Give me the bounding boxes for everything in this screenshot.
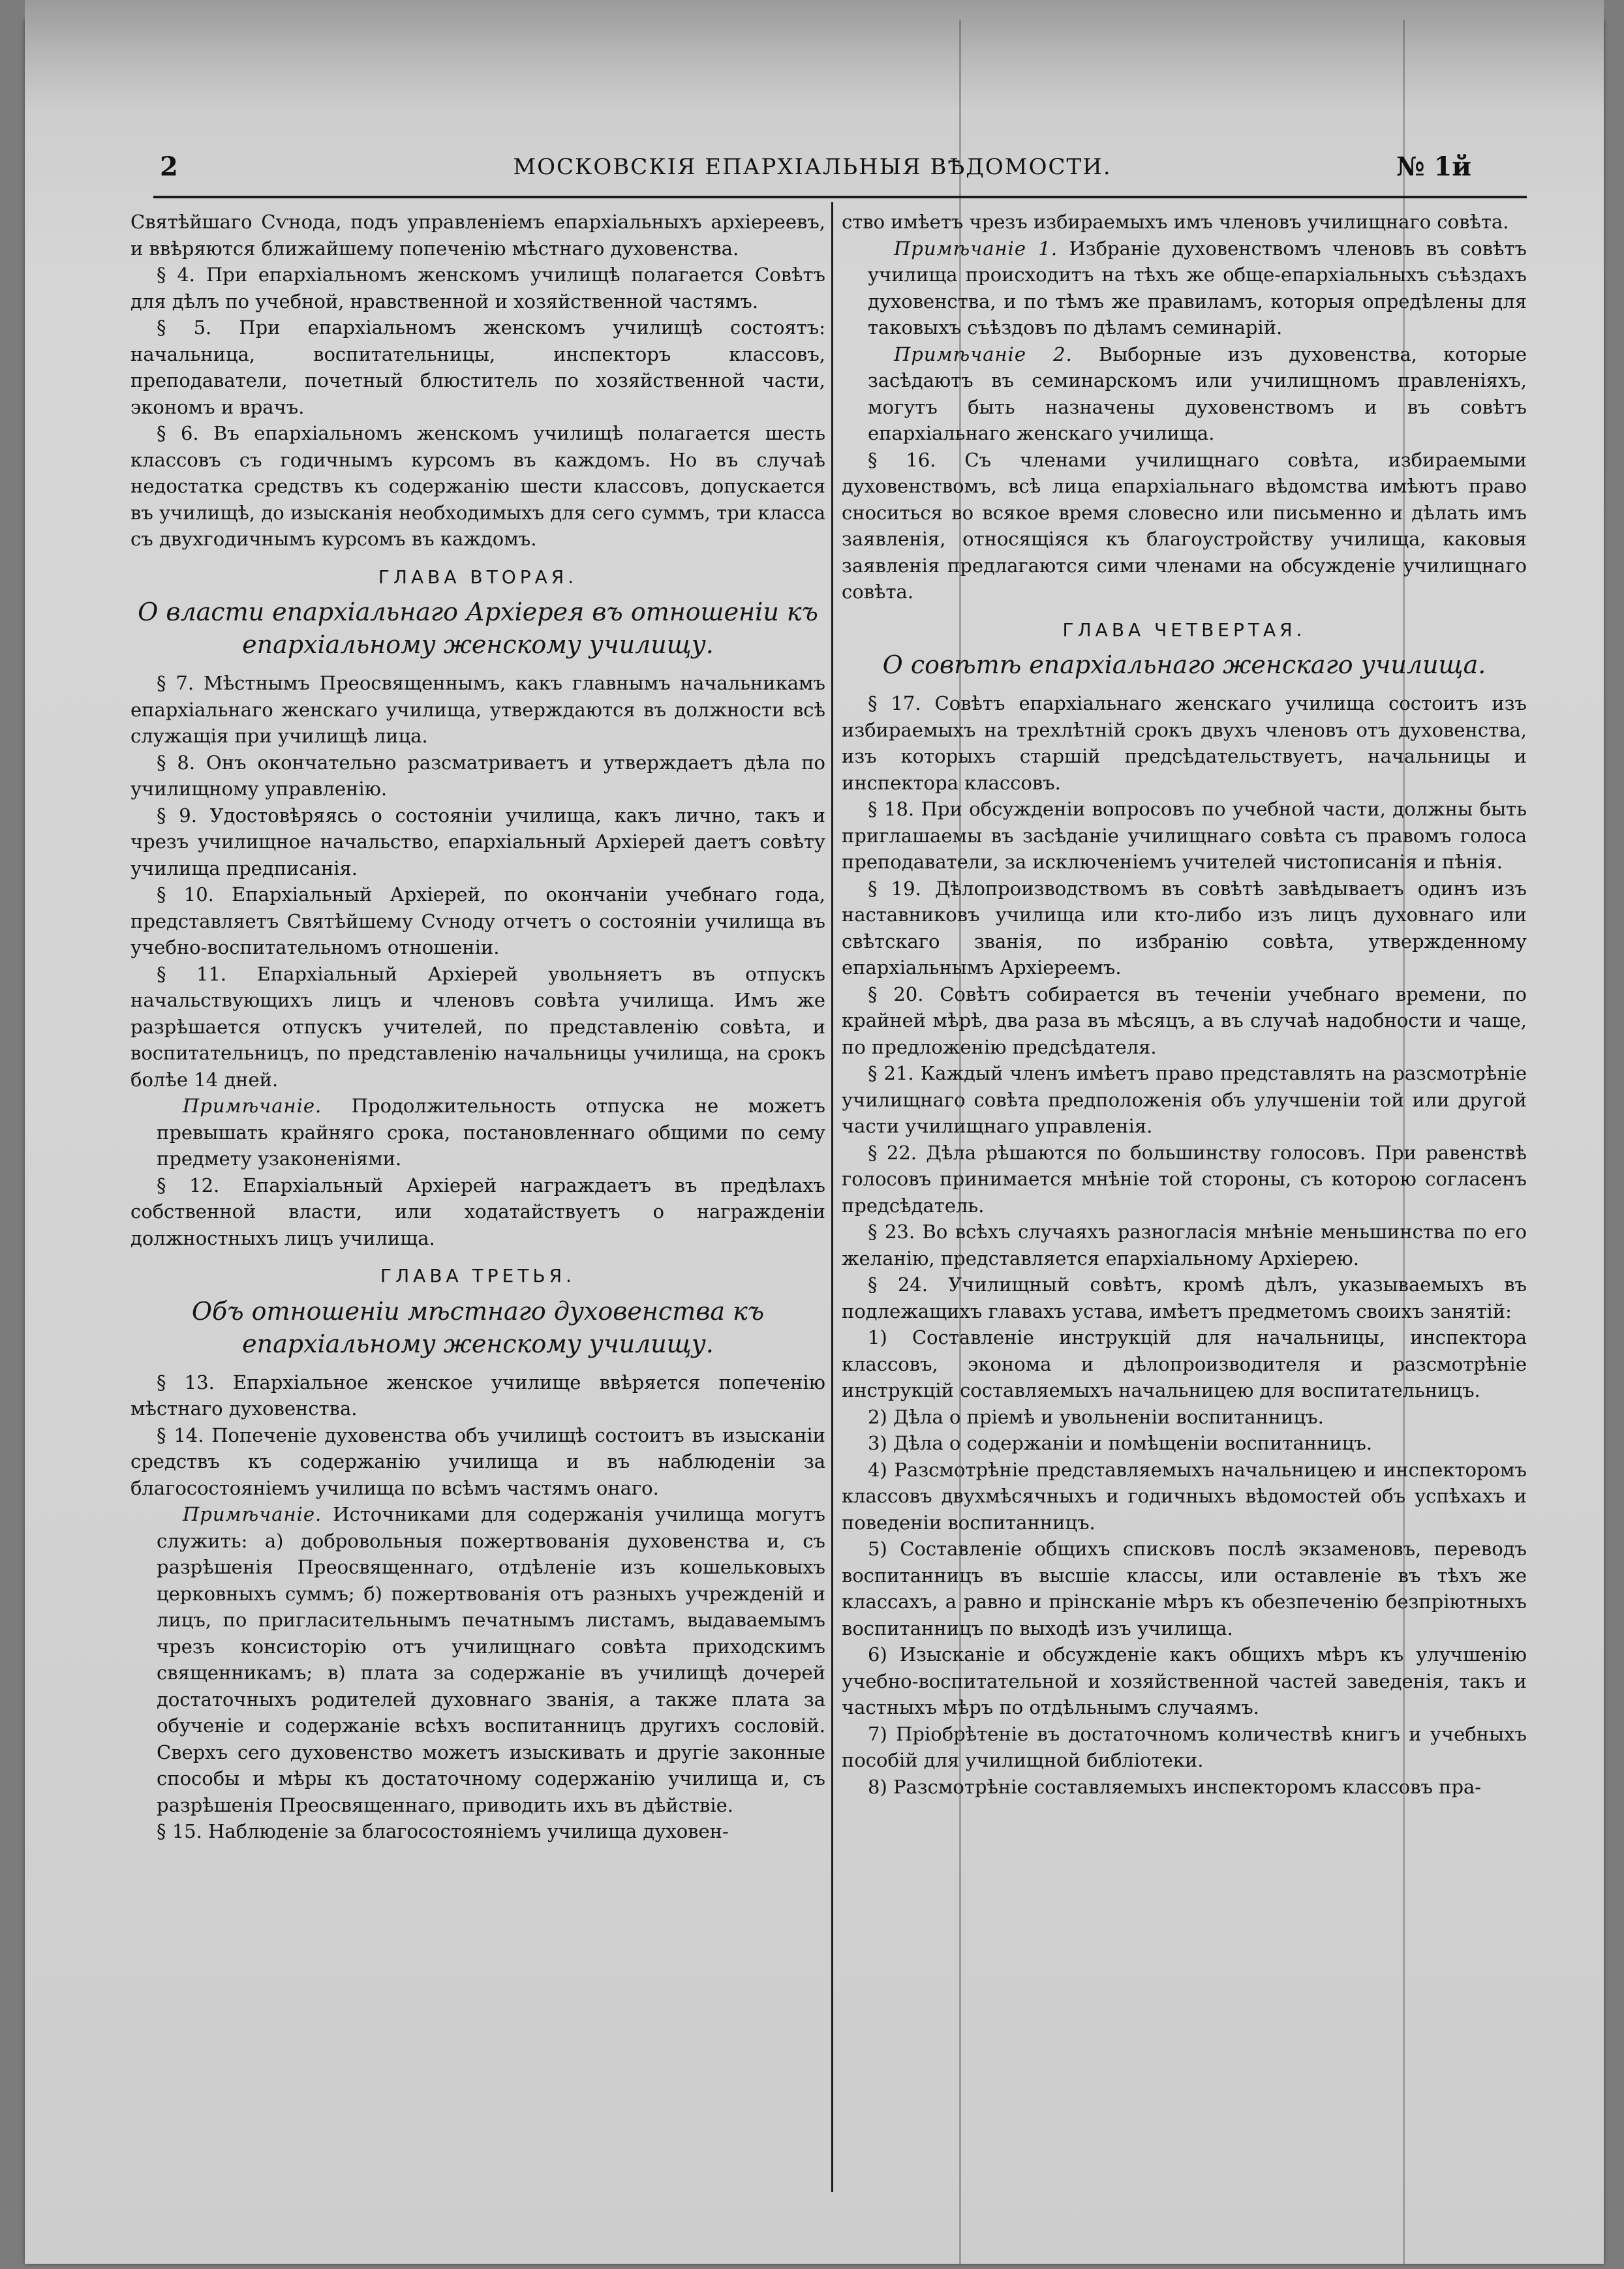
paragraph: § 21. Каждый членъ имѣетъ право представлять на разсмотрѣніе училищнаго совѣта предположенія объ улучшеніи той или другой части училищнаго управленія. [842, 1062, 1527, 1137]
list-item: 7) Пріобрѣтеніе въ достаточномъ количествѣ книгъ и учебныхъ пособій для училищной библіотеки. [842, 1722, 1527, 1771]
paragraph: § 22. Дѣла рѣшаются по большинству голосовъ. При равенствѣ голосовъ принимается мнѣніе той стороны, съ которою согласенъ предсѣдатель. [842, 1141, 1527, 1217]
chapter-title: О власти епархіальнаго Архіерея въ отношеніи къ епархіальному женскому училищу. [138, 598, 818, 659]
note-text: Избраніе духовенствомъ членовъ въ совѣтъ училища происходитъ на тѣхъ же обще-епархіальныхъ съѣздахъ духовенства, и по тѣмъ же правиламъ, которыя опредѣлены для таковыхъ съѣздовъ по дѣламъ семинарій. [868, 237, 1527, 339]
paragraph: § 13. Епархіальное женское училище ввѣряется попеченію мѣстнаго духовенства. [130, 1371, 825, 1420]
note-text: Источниками для содержанія училища могутъ служить: а) добровольныя пожертвованія духовенства и, съ разрѣшенія Преосвященнаго, отдѣленіе изъ кошельковыхъ церковныхъ суммъ; б) пожертвованія отъ разныхъ учрежденій и лицъ, по пригласительнымъ печатнымъ листамъ, выдаваемымъ чрезъ консисторію отъ училищнаго совѣта приходскимъ священникамъ; в) плата за содержаніе въ училищѣ дочерей достаточныхъ родителей духовнаго званія, а также плата за обученіе и содержаніе всѣхъ воспитанницъ другихъ сословій. Сверхъ сего духовенство можетъ изыскивать и другіе законные способы и мѣры къ достаточному содержанію училища и, съ разрѣшенія Преосвященнаго, приводить ихъ въ дѣйствіе. [157, 1503, 825, 1816]
paragraph: § 16. Съ членами училищнаго совѣта, избираемыми духовенствомъ, всѣ лица епархіальнаго вѣдомства имѣютъ право сноситься во всякое время словесно или письменно и дѣлать имъ заявленія, относящіяся къ благоустройству училища, каковыя заявленія предлагаются сими членами на обсужденіе училищнаго совѣта. [842, 448, 1527, 603]
note-paragraph [130, 1501, 825, 1818]
paragraph: § 4. При епархіальномъ женскомъ училищѣ полагается Совѣтъ для дѣлъ по учебной, нравственной и хозяйственной частямъ. [130, 264, 825, 312]
note-text: Продолжительность отпуска не можетъ превышать крайняго срока, постановленнаго общими по сему предмету узаконеніями. [157, 1095, 825, 1170]
list-item: 6) Изысканіе и обсужденіе какъ общихъ мѣръ къ улучшенію учебно-воспитательной и хозяйственной частей заведенія, такъ и частныхъ мѣръ по отдѣльнымъ случаямъ. [842, 1643, 1527, 1718]
paragraph: § 20. Совѣтъ собирается въ теченіи учебнаго времени, по крайней мѣрѣ, два раза въ мѣсяцъ, а въ случаѣ надобности и чаще, по предложенію предсѣдателя. [842, 982, 1527, 1058]
right-column [842, 209, 1527, 2199]
list-item: 1) Составленіе инструкцій для начальницы, инспектора классовъ, эконома и дѣлопроизводителя и разсмотрѣніе инструкцій составляемыхъ начальницею для воспитательницъ. [842, 1326, 1527, 1401]
note-paragraph [842, 236, 1527, 341]
list-item: 4) Разсмотрѣніе представляемыхъ начальницею и инспекторомъ классовъ двухмѣсячныхъ и годичныхъ вѣдомостей объ успѣхахъ и поведеніи воспитанницъ. [842, 1458, 1527, 1534]
paragraph: § 12. Епархіальный Архіерей награждаетъ въ предѣлахъ собственной власти, или ходатайствуетъ о награжденіи должностныхъ лицъ училища. [130, 1174, 825, 1249]
paragraph: § 6. Въ епархіальномъ женскомъ училищѣ полагается шесть классовъ съ годичнымъ курсомъ въ каждомъ. Но въ случаѣ недостатка средствъ къ содержанію шести классовъ, допускается въ училищѣ, до изысканія необходимыхъ для сего суммъ, три класса съ двухгодичнымъ курсомъ въ каждомъ. [130, 422, 825, 550]
paragraph: § 14. Попеченіе духовенства объ училищѣ состоитъ въ изысканіи средствъ къ содержанію училища и въ наблюденіи за благосостояніемъ училища по всѣмъ частямъ онаго. [130, 1424, 825, 1499]
header-rule [153, 196, 1527, 198]
chapter-title: Объ отношеніи мѣстнаго духовенства къ епархіальному женскому училищу. [191, 1296, 765, 1358]
paragraph: § 24. Училищный совѣтъ, кромѣ дѣлъ, указываемыхъ въ подлежащихъ главахъ устава, имѣетъ предметомъ своихъ занятій: [842, 1273, 1527, 1322]
chapter-label: ГЛАВА ЧЕТВЕРТАЯ. [1062, 618, 1306, 641]
newspaper-title: МОСКОВСКІЯ ЕПАРХІАЛЬНЫЯ ВѢДОМОСТИ. [513, 154, 1112, 180]
paragraph: § 8. Онъ окончательно разсматриваетъ и утверждаетъ дѣла по училищному управленію. [130, 751, 825, 800]
page-header [153, 151, 1471, 190]
note-text: Выборные изъ духовенства, которые засѣдаютъ въ семинарскомъ или училищномъ правленіяхъ, могутъ быть назначены духовенствомъ и въ совѣтъ епархіальнаго женскаго училища. [868, 343, 1527, 444]
list-item: 2) Дѣла о пріемѣ и увольненіи воспитанницъ. [868, 1405, 1324, 1428]
paragraph: § 10. Епархіальный Архіерей, по окончаніи учебнаго года, представляетъ Святѣйшему Сѵноду отчетъ о состояніи училища въ учебно-воспитательномъ отношеніи. [130, 883, 825, 958]
note-label: Примѣчаніе. [183, 1503, 322, 1525]
page-number: 2 [160, 151, 178, 182]
issue-number: № 1й [1396, 151, 1471, 182]
note-label: Примѣчаніе 2. [894, 343, 1073, 365]
chapter-title: О совѣтѣ епархіальнаго женскаго училища. [882, 650, 1486, 679]
list-item: 5) Составленіе общихъ списковъ послѣ экзаменовъ, переводъ воспитанницъ въ высшіе классы, или оставленіе въ тѣхъ же классахъ, а равно и прінсканіе мѣръ къ обезпеченію безпріютныхъ воспитанницъ по выходѣ изъ училища. [842, 1538, 1527, 1639]
paragraph: § 15. Наблюденіе за благосостояніемъ училища духовен- [157, 1820, 729, 1842]
page-top-shadow [25, 0, 1604, 111]
left-column [130, 209, 825, 2199]
paragraph: § 7. Мѣстнымъ Преосвященнымъ, какъ главнымъ начальникамъ епархіальнаго женскаго училища, утверждаются въ должности всѣ служащія при училищѣ лица. [130, 672, 825, 747]
list-item: 3) Дѣла о содержаніи и помѣщеніи воспитанницъ. [868, 1432, 1373, 1454]
paragraph: § 9. Удостовѣряясь о состояніи училища, какъ лично, такъ и чрезъ училищное начальство, епархіальный Архіерей даетъ совѣту училища предписанія. [130, 804, 825, 879]
paragraph: § 19. Дѣлопроизводствомъ въ совѣтѣ завѣдываетъ одинъ изъ наставниковъ училища или кто-либо изъ лицъ духовнаго или свѣтскаго званія, по избранію совѣта, утвержденному епархіальнымъ Архіереемъ. [842, 877, 1527, 979]
paragraph: ство имѣетъ чрезъ избираемыхъ имъ членовъ училищнаго совѣта. [842, 211, 1509, 233]
column-divider [831, 202, 833, 2192]
chapter-label: ГЛАВА ВТОРАЯ. [378, 566, 578, 588]
list-item: 8) Разсмотрѣніе составляемыхъ инспекторомъ классовъ пра- [868, 1775, 1482, 1798]
paragraph: § 18. При обсужденіи вопросовъ по учебной части, должны быть приглашаемы въ засѣданіе училищнаго совѣта съ правомъ голоса преподаватели, за исключеніемъ учителей чистописанія и пѣнія. [842, 798, 1527, 873]
paragraph: § 23. Во всѣхъ случаяхъ разногласія мнѣніе меньшинства по его желанію, представляется епархіальному Архіерею. [842, 1221, 1527, 1270]
paragraph: § 11. Епархіальный Архіерей увольняетъ въ отпускъ начальствующихъ лицъ и членовъ совѣта училища. Имъ же разрѣшается отпускъ учителей, по представленію совѣта, и воспитательницъ, по представленію начальницы училища, на срокъ болѣе 14 дней. [130, 962, 825, 1091]
paragraph: § 17. Совѣтъ епархіальнаго женскаго училища состоитъ изъ избираемыхъ на трехлѣтній срокъ двухъ членовъ отъ духовенства, изъ которыхъ старшій предсѣдательствуетъ, начальницы и инспектора классовъ. [842, 692, 1527, 794]
note-paragraph [842, 341, 1527, 447]
note-label: Примѣчаніе. [183, 1095, 322, 1117]
paragraph: § 5. При епархіальномъ женскомъ училищѣ состоятъ: начальница, воспитательницы, инспекторъ классовъ, преподаватели, почетный блюститель по хозяйственной части, экономъ и врачъ. [130, 316, 825, 418]
note-paragraph [130, 1093, 825, 1172]
note-label: Примѣчаніе 1. [894, 237, 1058, 260]
chapter-label: ГЛАВА ТРЕТЬЯ. [380, 1265, 575, 1287]
paragraph: Святѣйшаго Сѵнода, подъ управленіемъ епархіальныхъ архіереевъ, и ввѣряются ближайшему попеченію мѣстнаго духовенства. [130, 211, 825, 260]
